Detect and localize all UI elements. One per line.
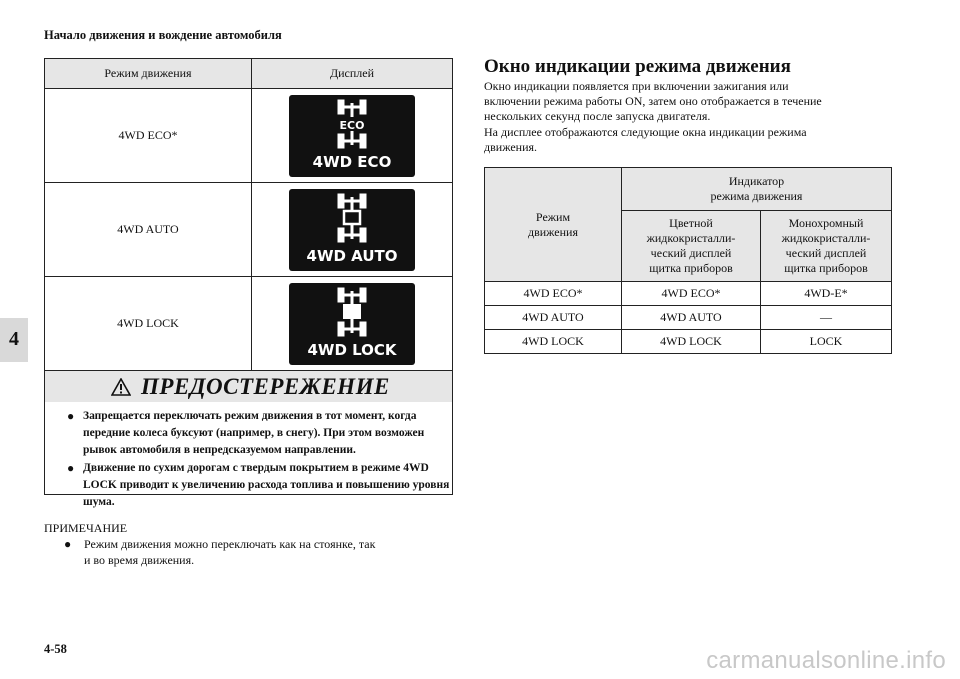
body-line: включении режима работы ON, затем оно отображается в течение	[484, 94, 822, 109]
body-line: На дисплее отображаются следующие окна индикации режима	[484, 124, 807, 139]
mode-name: 4WD AUTO	[45, 183, 252, 277]
table-row	[45, 277, 453, 371]
note-line: и во время движения.	[84, 553, 195, 567]
table-row	[485, 330, 892, 354]
page-header: Начало движения и вождение автомобиля	[44, 28, 282, 42]
body-line: движения.	[484, 139, 538, 154]
h-indicator-header: Индикатор режима движения	[622, 168, 892, 211]
warning-triangle-icon	[111, 378, 131, 396]
body-line: нескольких секунд после запуска двигателя.	[484, 109, 711, 124]
body-line: Окно индикации появляется при включении зажигания или	[484, 79, 789, 93]
table-row	[45, 89, 453, 183]
section-body	[484, 79, 894, 155]
display-label: 4WD LOCK	[307, 340, 397, 359]
page-number: 4-58	[44, 642, 67, 656]
warning-list	[45, 408, 452, 511]
table-row	[485, 306, 892, 330]
cell-mode: 4WD LOCK	[485, 330, 622, 354]
drivetrain-lock-icon	[289, 283, 415, 343]
warning-header	[45, 371, 452, 402]
cell-color: 4WD AUTO	[622, 306, 761, 330]
cell-color: 4WD ECO*	[622, 282, 761, 306]
cell-mode: 4WD AUTO	[485, 306, 622, 330]
note-block	[44, 520, 375, 568]
table-row	[45, 183, 453, 277]
cell-color: 4WD LOCK	[622, 330, 761, 354]
drive-modes-table	[44, 58, 453, 371]
note-title: ПРИМЕЧАНИЕ	[44, 521, 128, 535]
cell-mode: 4WD ECO*	[485, 282, 622, 306]
mode-name: 4WD ECO*	[45, 89, 252, 183]
warning-box	[44, 370, 453, 509]
table-row	[485, 282, 892, 306]
h-mode-header: Режим движения	[485, 168, 622, 282]
list-item: ● Движение по сухим дорогам с твердым покрытием в режиме 4WD LOCK приводит к увеличению расхода топлива и повышению уровня шума.	[71, 460, 452, 512]
cell-mono: LOCK	[761, 330, 892, 354]
h-color-header: Цветной жидкокристалли- ческий дисплей щитка приборов	[622, 211, 761, 282]
drivetrain-eco-icon	[289, 95, 415, 155]
indicator-table	[484, 167, 892, 354]
display-4wd-auto	[289, 189, 415, 271]
chapter-number: 4	[9, 328, 19, 350]
cell-mono: 4WD-E*	[761, 282, 892, 306]
warning-title: ПРЕДОСТЕРЕЖЕНИЕ	[141, 374, 390, 399]
display-4wd-eco	[289, 95, 415, 177]
list-item: ● Запрещается переключать режим движения в тот момент, когда передние колеса буксуют (например, в снегу). При этом возможен рывок автомобиля в непредсказуемом направлении.	[71, 408, 452, 460]
display-label: 4WD AUTO	[306, 246, 398, 265]
display-label: 4WD ECO	[312, 152, 392, 171]
drivetrain-auto-icon	[289, 189, 415, 249]
cell-mono: —	[761, 306, 892, 330]
mode-name: 4WD LOCK	[45, 277, 252, 371]
col-mode-header: Режим движения	[45, 59, 252, 89]
h-mono-header: Монохромный жидкокристалли- ческий дисплей щитка приборов	[761, 211, 892, 282]
display-4wd-lock	[289, 283, 415, 365]
col-display-header: Дисплей	[252, 59, 453, 89]
eco-badge: ECO	[339, 118, 365, 132]
watermark: carmanualsonline.info	[706, 647, 946, 674]
note-line: ● Режим движения можно переключать как на стоянке, так	[64, 536, 375, 552]
chapter-tab	[0, 318, 28, 362]
section-title: Окно индикации режима движения	[484, 56, 791, 77]
